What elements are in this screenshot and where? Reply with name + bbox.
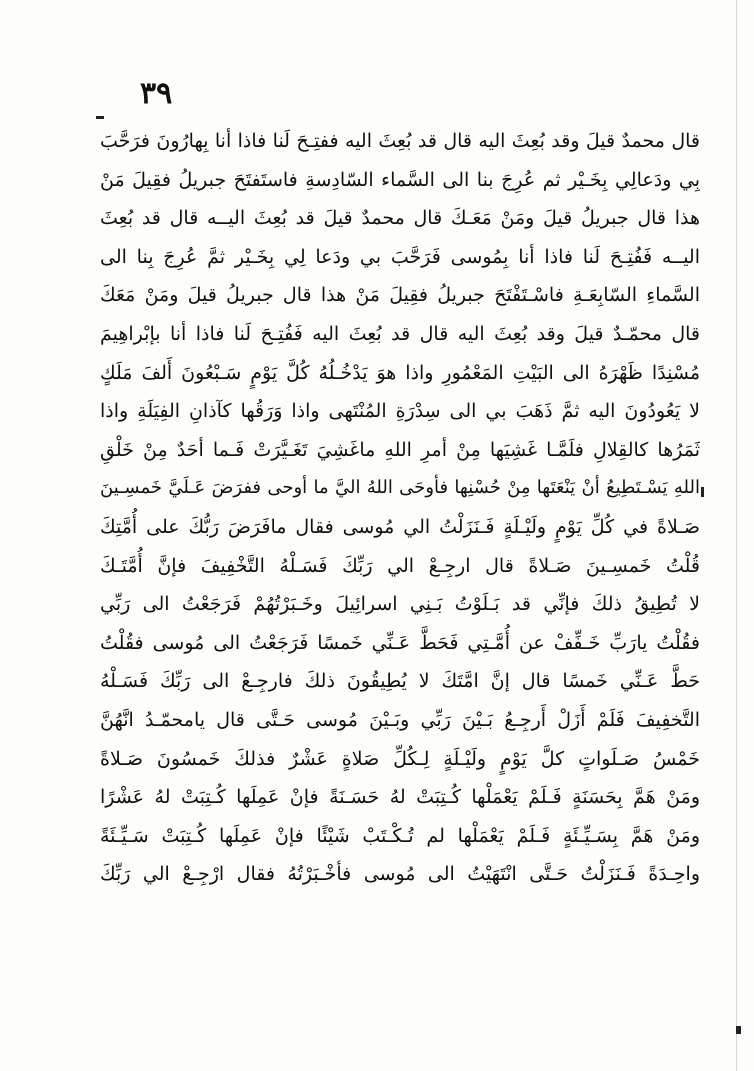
text-line: قال محمدٌ قيلَ وقد بُعِثَ اليه قال قد بُعِثَ اليه ففتِـحَ لَنا فاذا أنا بِهارُونَ فرَحَّبَ [100,130,700,152]
text-line: قال محمّـدٌ قيلَ وقد بُعِثَ اليه قال قد بُعِثَ اليه فَفُتِـحَ لَنا فاذا أنا بإبْراهِيمَ [100,322,700,345]
page-edge-rule [736,0,737,1071]
text-line: اليــه فَفُتِـحَ لَنا فاذا أنا بِمُوسى فَرَحَّبَ بي ودَعا لِي بِخَـيْر ثمَّ عُرِجَ بِنا الى [100,245,700,268]
margin-mark-bottom [736,1026,741,1034]
arabic-text-block [100,122,700,894]
text-line: واحِـدَةً فَـنَزَلْتُ حَـتَّى انْتَهَيْتُ الى مُوسى فأخْـبَرْتُهُ فقال ارْجِـعْ الي رَبِّكَ [100,863,700,886]
text-line: اللهِ يَسْـتَطِيعُ أنْ يَنْعَتَها مِنْ حُسْنِها فأوحَى اللهُ اليَّ ما أوحى ففرَضَ عَـلَيَّ خَمسِـينَ [100,477,700,499]
text-line: حَطَّ عَـنِّي خَمسًا قال إنَّ امَّتَكَ لا يُطِيقُونَ ذلكَ فارجِـعْ الى رَبِّكَ فَسَـلْهُ [100,670,700,693]
text-line: ومَنْ هَمَّ بِحَسَنَةٍ فَـلَمْ يَعْمَلْها كُـتِبَتْ لهُ حَسَـنَةً فإنْ عَمِلَها كُـتِبَتْ لهُ عَشْرًا [100,786,700,809]
text-line: مُسْنِدًا ظَهْرَهُ الى البَيْتِ المَعْمُورِ واذا هوَ يَدْخُـلُهُ كُلَّ يَوْمٍ سَـبْعُونَ أَلفَ مَلَكٍ [100,361,700,384]
margin-mark-middle [701,487,704,497]
text-line: لا تُطِيقُ ذلكَ فإنِّي قد بَـلَوْتُ بَـنِي اسرائِيلَ وخَـبَرْتُهُمْ فَرَجَعْتُ الى رَبِّي [100,593,700,616]
text-line: ثَمَرُها كالقِلالِ فلَمَّـا غَشِيَها مِنْ أمرِ اللهِ ماغَشِيَ تَغَـيَّرَتْ فَـما أحَدٌ مِنْ خَلْقِ [100,438,700,461]
text-line: السَّماءِ السّابِعَـةِ فاسْـتَفْتَحَ جبريلُ فقِيلَ مَنْ هذا قال جبريلُ قيلَ ومَنْ مَعَكَ [100,284,700,307]
page-number: ٣٩ [140,76,173,111]
text-line: قُلْتُ خَمسِـينَ صَـلاةً قال ارجِـعْ الي رَبِّكَ فَسَـلْهُ التَّخْفِيفَ فإنَّ أُمَّتَـكَ [100,554,700,577]
text-line: لا يَعُودُونَ اليه ثمَّ ذَهَبَ بي الى سِدْرَةِ المُنْتَهى واذا وَرَقُها كآذانِ الفِيَلَةِ واذا [100,400,700,423]
text-line: خَمْسُ صَـلَواتٍ كلَّ يَوْمٍ ولَيْـلَةٍ لِـكُلِّ صَلاةٍ عَشْرٌ فذلكَ خَمسُونَ صَـلاةً [100,747,700,770]
text-line: ومَنْ هَمَّ بِسَـيِّـئَةٍ فَـلَمْ يَعْمَلْها لم تُـكْـتَبْ شَيْئًا فإنْ عَمِلَها كُـتِبَتْ سَـيِّـئَةً [100,824,700,847]
text-line: فقُلْتُ يارَبِّ خَـفِّفْ عن أُمَّـتِي فَحَطَّ عَـنِّي خَمسًا فَرَجَعْتُ الى مُوسى فقُلْتُ [100,631,700,654]
text-line: هذا قال جبريلُ قيلَ ومَنْ مَعَـكَ قال محمدٌ قيلَ قد بُعِثَ اليــه قال قد بُعِثَ [100,207,700,230]
text-line: صَـلاةً في كُلِّ يَوْمٍ ولَيْـلَةٍ فَـنَزَلْتُ الي مُوسى فقال مافَرَضَ رَبُّكَ على أُمَّتِكَ [100,515,700,538]
text-line: بِي ودَعالِي بِخَـيْر ثم عُرِجَ بنا الى السَّماء السّادِسةِ فاستَفتَحَ جبريلُ فقِيلَ مَنْ [100,168,700,191]
margin-mark-top [96,116,104,119]
text-line: التَّخفِيفَ فَلَمْ أَزَلْ أَرجِـعُ بَـيْنَ رَبِّي وبَـيْنَ مُوسى حَـتَّى قال يامحمّـدُ انَّهُنَّ [100,708,700,731]
